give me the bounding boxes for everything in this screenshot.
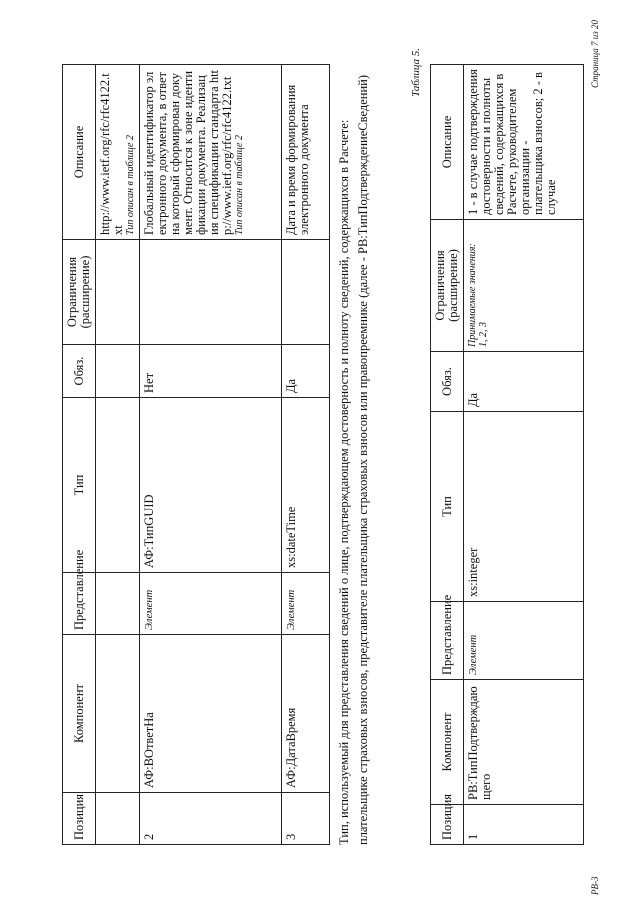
row-representation: Элемент: [464, 602, 584, 680]
header-limits: Ограничения (расширение): [431, 220, 464, 352]
table-row: [464, 65, 584, 845]
row-limits-values: 1, 2, 3: [478, 322, 489, 347]
header-type: Тип: [63, 398, 96, 573]
table-row: [140, 65, 282, 845]
header-representation: Представление: [431, 602, 464, 680]
row-description-note: Тип описан в таблице 2: [125, 135, 136, 235]
row-required: Да: [464, 352, 584, 412]
row-type: АФ:ТипGUID: [140, 398, 282, 573]
table-components-5: [430, 64, 584, 845]
row-description: Глобальный идентификатор электронного документа, в ответ на который сформирован документ. Относится к зоне идентификации документа. Реализация спецификации стандарта http://www.ietf.org/rfc/rfc4122.txt: [142, 69, 234, 235]
header-type: Тип: [431, 412, 464, 602]
row-position: 3: [282, 793, 330, 845]
row-position: 1: [464, 805, 584, 845]
table-components-1: [62, 64, 330, 845]
header-component: Компонент: [431, 680, 464, 805]
table-row: [282, 65, 330, 845]
table-row: [96, 65, 140, 845]
header-description: Описание: [431, 65, 464, 220]
footer-page-number: Страница 7 из 20: [590, 20, 600, 88]
header-representation: Представление: [63, 573, 96, 635]
row-required: Да: [282, 345, 330, 398]
footer-doc-code: РВ-3: [590, 876, 600, 895]
row-component: АФ:ВОтветНа: [140, 635, 282, 793]
row-description-note: Тип описан в таблице 2: [234, 135, 245, 235]
header-required: Обяз.: [63, 345, 96, 398]
row-component: РВ:ТипПодтверждающего: [464, 680, 584, 805]
header-component: Компонент: [63, 635, 96, 793]
row-description: Дата и время формирования электронного документа: [282, 65, 330, 240]
header-limits: Ограничения (расширение): [63, 240, 96, 345]
header-description: Описание: [63, 65, 96, 240]
row-description: 1 - в случае подтверждения достоверности и полноты сведений, содержащихся в Расчете, руководителем организации - плательщика взносов; 2 - в случае: [464, 65, 584, 220]
row-required: Нет: [140, 345, 282, 398]
row-type: xs:integer: [464, 412, 584, 602]
row-position: 2: [140, 793, 282, 845]
table-caption: Таблица 5.: [410, 48, 422, 97]
row-type: xs:dateTime: [282, 398, 330, 573]
row-representation: Элемент: [140, 573, 282, 635]
header-required: Обяз.: [431, 352, 464, 412]
header-position: Позиция: [431, 805, 464, 845]
header-position: Позиция: [63, 793, 96, 845]
row-description: http://www.ietf.org/rfc/rfc4122.txt: [98, 73, 125, 235]
row-limits-note: Принимаемые значения:: [467, 243, 478, 347]
section-paragraph: Тип, используемый для представления сведений о лице, подтверждающем достоверность и полноту сведений, содержащихся в Расчете: плательщике страховых взносов, представителе плательщика страховых взносов или правопреемнике (далее - РВ:ТипПодтверждениеСведений): [337, 75, 370, 845]
row-representation: Элемент: [282, 573, 330, 635]
row-component: АФ:ДатаВремя: [282, 635, 330, 793]
